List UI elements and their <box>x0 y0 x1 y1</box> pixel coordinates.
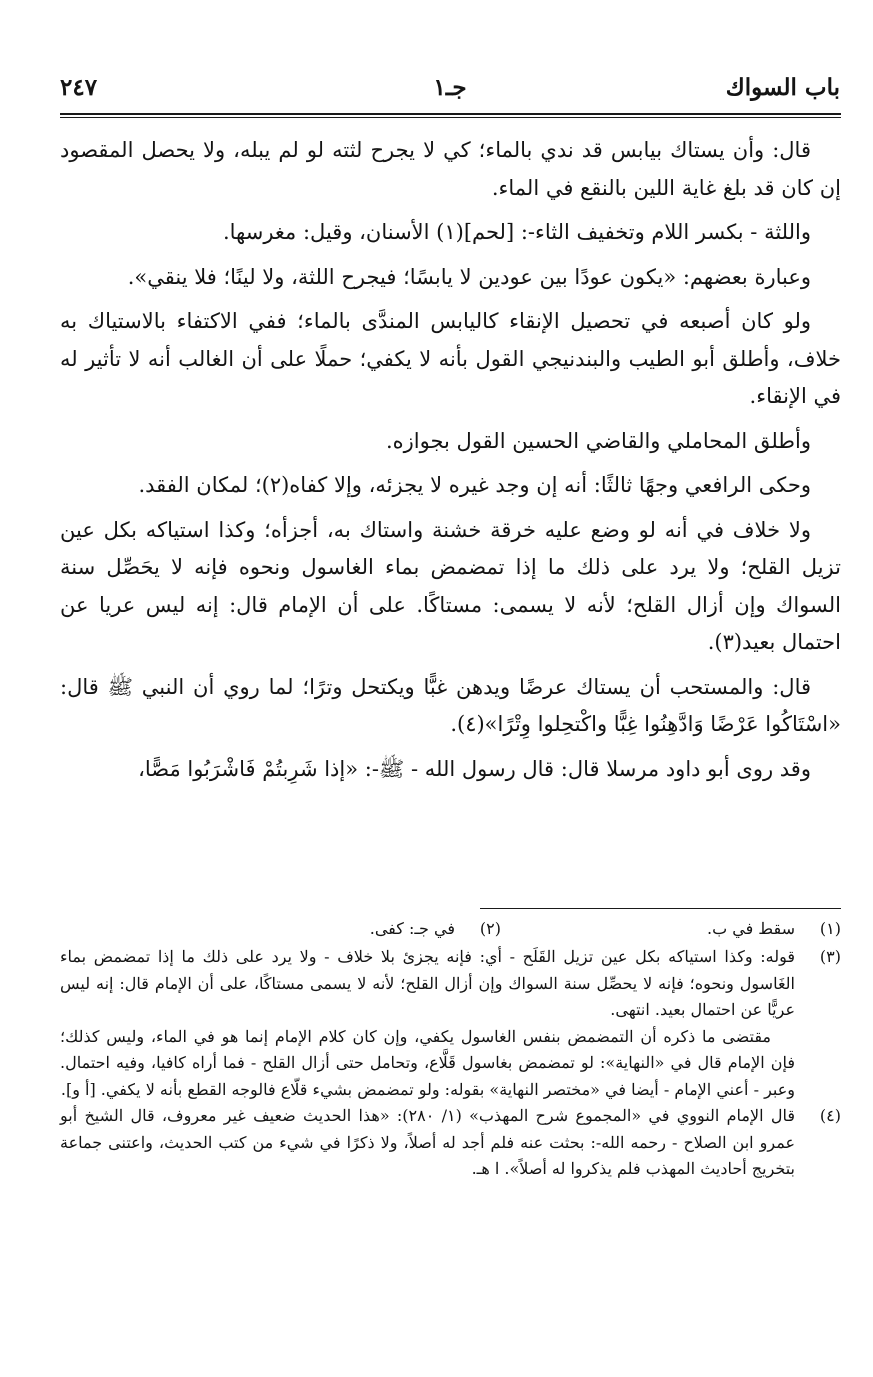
footnote-3-continuation: مقتضى ما ذكره أن التمضمض بنفس الغاسول يكفي، وإن كان كلام الإمام إنما هو في الماء، وليس كذلك؛ فإن الإمام قال في «النهاية»: لو تمضمض بغاسول قَلَّاع، وتحامل حتى أزال القلح - فما أراه كافيا، وفيه احتمال. وعبر - أعني الإمام - أيضا في «مختصر النهاية» بقوله: ولو تمضمض بشيء قلّاع فالوجه القطع بأنه لا يكفي. [أ و]. <box>60 1026 795 1099</box>
paragraph: قال: والمستحب أن يستاك عرضًا ويدهن غبًّا ويكتحل وترًا؛ لما روي أن النبي ﷺ قال: «اسْتَاكُوا عَرْضًا وَادَّهِنُوا غِبًّا واكْتحِلوا وِتْرًا»(٤). <box>60 674 841 736</box>
footnotes <box>60 916 841 1183</box>
footnote-3: قوله: وكذا استياكه بكل عين تزيل القَلَح - أي: فإنه يجزئ بلا خلاف - ولا يرد على ذلك ما إذا تمضمض بماء الغَاسول ونحوه؛ فإنه لا يحصِّل سنة السواك وإن أزال القلح؛ لأنه لا يسمى مستاكًا، على أن الإمام قال: إنه ليس عريًّا عن احتمال بعيد. انتهى. <box>60 947 795 1019</box>
footnote-number: (١) <box>819 919 841 938</box>
footnote-1: سقط في ب. <box>707 919 795 938</box>
paragraph: ولو كان أصبعه في تحصيل الإنقاء كاليابس المندَّى بالماء؛ ففي الاكتفاء بالاستياك به خلاف، وأطلق أبو الطيب والبندنيجي القول بأنه لا يكفي؛ حملًا على أن الغالب أنه لا تأثير له في الإنقاء. <box>60 309 841 408</box>
footnote-3-block <box>60 944 841 1024</box>
paragraph: ولا خلاف في أنه لو وضع عليه خرقة خشنة واستاك به، أجزأه؛ وكذا استياكه بكل عين تزيل القلح؛ ولا يرد على ذلك ما إذا تمضمض بماء الغاسول ونحوه فإنه لا يحَصِّل سنة السواك وإن أزال القلح؛ لأنه لا يسمى: مستاكًا. على أن الإمام قال: إنه ليس عريا عن احتمال بعيد(٣). <box>60 517 841 654</box>
paragraph: وقد روى أبو داود مرسلا قال: قال رسول الله - ﷺ-: «إذا شَرِبتُمْ فَاشْرَبُوا مَصًّا، <box>138 756 811 781</box>
footnote-row-1-2 <box>60 916 841 944</box>
header-rule-thin <box>60 117 841 118</box>
footnote-number: (٢) <box>479 919 501 938</box>
footnote-number: (٣) <box>819 947 841 966</box>
page-number: ٢٤٧ <box>60 74 98 101</box>
main-text <box>60 132 841 795</box>
footnote-separator <box>480 908 841 909</box>
paragraph: وعبارة بعضهم: «يكون عودًا بين عودين لا يابسًا؛ فيجرح اللثة، ولا لينًا؛ فلا ينقي». <box>127 264 811 289</box>
running-header <box>60 70 840 114</box>
footnote-2: في جـ: كفى. <box>369 919 455 938</box>
paragraph: وأطلق المحاملي والقاضي الحسين القول بجوازه. <box>385 428 811 453</box>
footnote-number: (٤) <box>819 1106 841 1125</box>
paragraph: وحكى الرافعي وجهًا ثالثًا: أنه إن وجد غيره لا يجزئه، وإلا كفاه(٢)؛ لمكان الفقد. <box>138 473 811 497</box>
paragraph: قال: وأن يستاك بيابس قد ندي بالماء؛ كي لا يجرح لثته لو لم يبله، ولا يحصل المقصود إن كان قد بلغ غاية اللين بالنقع في الماء. <box>60 138 841 200</box>
volume-label: جـ١ <box>433 74 467 101</box>
chapter-title: باب السواك <box>725 74 840 101</box>
paragraph: واللثة - بكسر اللام وتخفيف الثاء-: [لحم](١) الأسنان، وقيل: مغرسها. <box>222 220 811 244</box>
footnote-4: قال الإمام النووي في «المجموع شرح المهذب» (١/ ٢٨٠): «هذا الحديث ضعيف غير معروف، قال الشيخ أبو عمرو ابن الصلاح - رحمه الله-: بحثت عنه فلم أجد له أصلاً، ولا ذكرًا في شيء من كتب الحديث، واعتنى جماعة بتخريج أحاديث المهذب فلم يذكروا له أصلاً». ا هـ. <box>60 1106 795 1178</box>
header-rule <box>60 113 841 115</box>
footnote-4-block <box>60 1103 841 1183</box>
